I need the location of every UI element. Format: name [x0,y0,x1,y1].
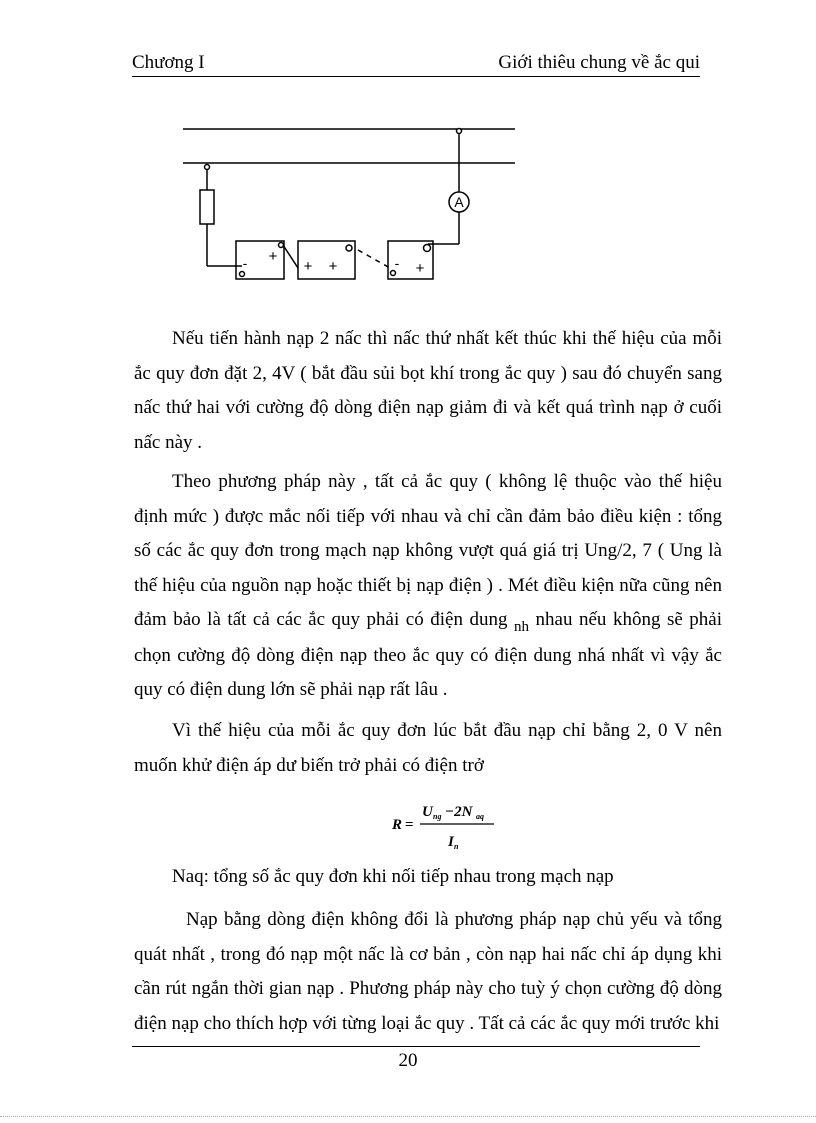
paragraph-2-part-1: Theo phương pháp này , tất cả ắc quy ( không lệ thuộc vào thế hiệu định mức ) được mắc nối tiếp với nhau và chỉ cần đảm bảo điều kiện : tổng số các ắc quy đơn trong mạch nạp không vượt quá giá trị Ung/2, 7 ( Ung là thế hiệu của nguồn nạp hoặc thiết bị nạp điện ) . Mét điều kiện nữa cũng nên đảm bảo là tất cả các ắc quy phải có điện dung [134,471,722,630]
junction-top [457,129,462,134]
svg-text:I: I [448,834,454,850]
svg-text:n: n [454,842,459,851]
svg-text:=: = [405,817,414,833]
resistance-formula [390,794,510,854]
paragraph-5: Nạp bằng dòng điện không đổi là phương pháp nạp chủ yếu và tổng quát nhất , trong đó nạp một nấc là cơ bản , còn nạp hai nấc chỉ áp dụng khi cần rút ngắn thời gian nạp . Phương pháp này cho tuỳ ý chọn cường độ dòng điện nạp cho thích hợp với từng loại ắc quy . Tất cả các ắc quy mới trước khi [134,909,722,1034]
svg-text:U: U [422,804,433,820]
svg-text:+: + [328,258,338,275]
page-header [132,52,700,77]
page-edge [0,1116,816,1117]
svg-text:−2N: −2N [445,804,473,820]
svg-text:aq: aq [476,812,484,821]
charging-circuit-diagram [170,118,530,288]
svg-text:R: R [392,817,403,833]
paragraph-2-part-2: nhau nếu không sẽ phải chọn cường độ dòng điện nạp theo ắc quy có điện dung nhá nhất vì vậy ắc quy có điện dung lớn sẽ phải nạp rất lâu . [134,609,723,700]
footer-divider [132,1046,700,1047]
resistor [200,190,214,224]
ammeter-label: A [454,194,464,210]
svg-text:ng: ng [433,812,442,821]
page-number: 20 [398,1050,418,1071]
paragraph-3: Vì thế hiệu của mỗi ắc quy đơn lúc bắt đầu nạp chỉ bằng 2, 0 V nên muốn khử điện áp dư biến trở phải có điện trở [134,720,722,776]
paragraph-1: Nếu tiến hành nạp 2 nấc thì nấc thứ nhất kết thúc khi thế hiệu của mỗi ắc quy đơn đặt 2, 4V ( bắt đầu sủi bọt khí trong ắc quy ) sau đó chuyển sang nấc thứ hai với cường độ dòng điện nạp giảm đi và kết quá trình nạp ở cuối nấc này . [134,328,722,453]
paragraph-4: Naq: tổng số ắc quy đơn khi nối tiếp nhau trong mạch nạp [172,866,614,887]
svg-text:-: - [394,255,400,271]
paragraph-2 [134,465,722,708]
svg-text:+: + [303,258,313,275]
svg-text:+: + [415,260,425,277]
junction-left [205,165,210,170]
section-title: Giới thiêu chung về ắc qui [498,52,700,73]
svg-text:+: + [268,248,278,265]
paragraph-2-sub: nh [514,619,529,635]
chapter-label: Chương I [132,52,205,73]
svg-text:-: - [242,255,248,271]
